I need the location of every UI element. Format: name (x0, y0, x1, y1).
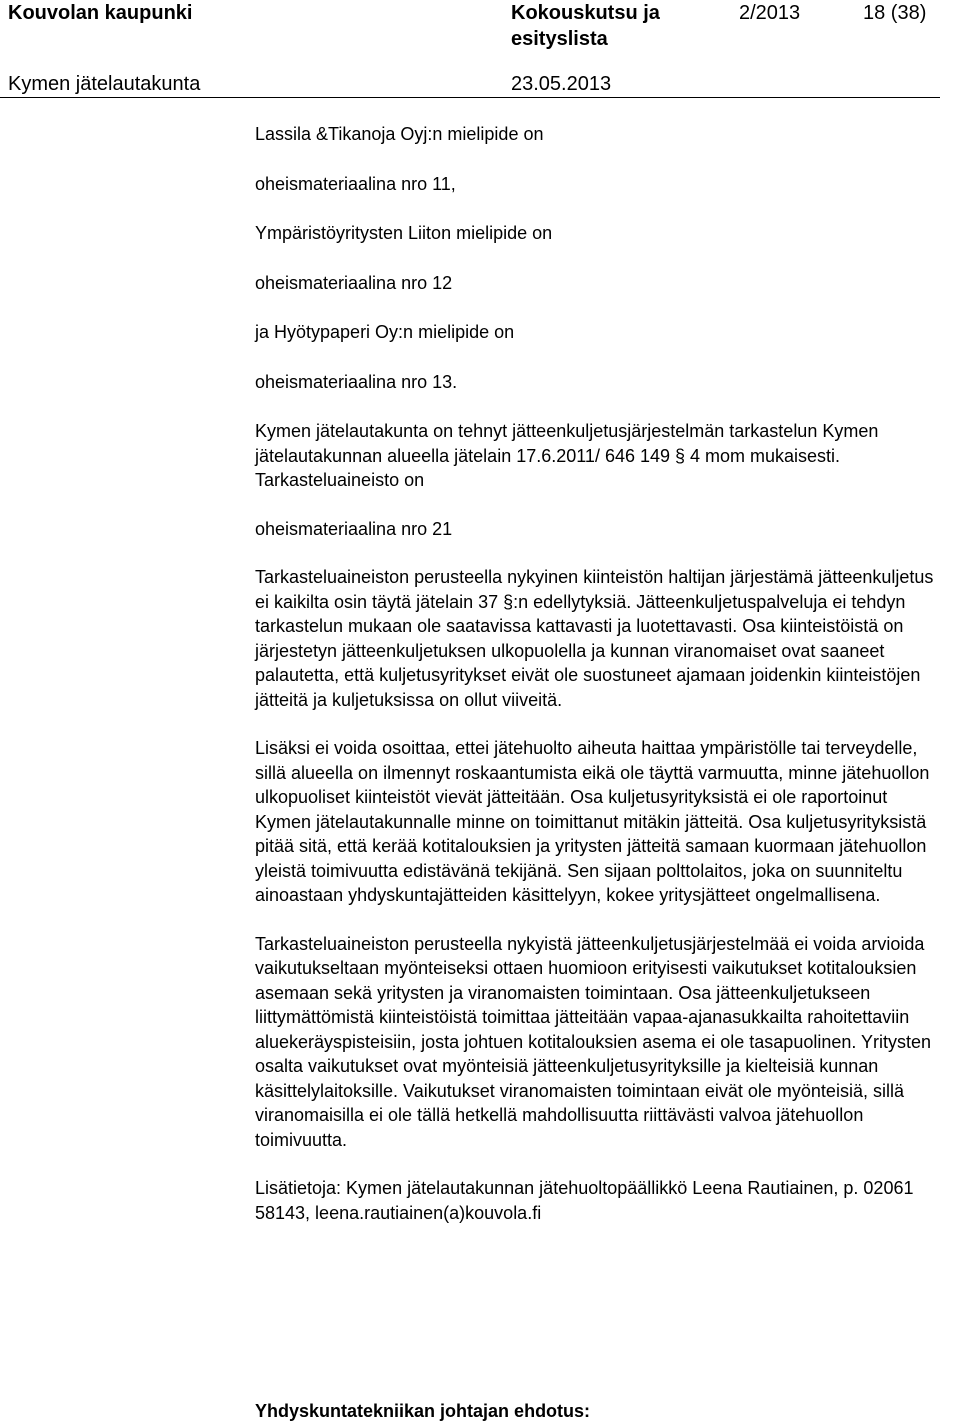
header-document-type: Kokouskutsu ja esityslista (511, 2, 660, 50)
header-page-number: 18 (38) (863, 2, 927, 24)
document-body (255, 122, 935, 1249)
opinion-line-lassila: Lassila &Tikanoja Oyj:n mielipide on (255, 124, 544, 144)
opinion-line-ymparistoyritysten: Ympäristöyritysten Liiton mielipide on (255, 223, 553, 243)
header-organization: Kouvolan kaupunki (8, 2, 193, 24)
attachment-line-12: oheismateriaalina nro 12 (255, 272, 453, 293)
header-meeting-number: 2/2013 (739, 2, 801, 24)
contact-paragraph: Lisätietoja: Kymen jätelautakunnan jätehuoltopäällikkö Leena Rautiainen, p. 02061 58143, leena.rautiainen(a)kouvola.fi (255, 1178, 914, 1223)
header-body-name: Kymen jätelautakunta (8, 73, 201, 95)
attachment-line-21: oheismateriaalina nro 21 (255, 518, 453, 539)
proposal-heading: Yhdyskuntatekniikan johtajan ehdotus: (255, 1401, 591, 1421)
opinion-line-hyotypaperi: ja Hyötypaperi Oy:n mielipide on (255, 322, 515, 342)
header-divider (0, 97, 940, 98)
document-header (0, 0, 960, 98)
attachment-line-11: oheismateriaalina nro 11, (255, 173, 456, 194)
environment-paragraph: Lisäksi ei voida osoittaa, ettei jätehuolto aiheuta haittaa ympäristölle tai terveydelle, sillä alueella on ilmennyt roskaantumista eikä ole täyttä varmuutta, minne jätehuollon ulkopuoliset kiinteistöt vievät jätteitään. Osa kuljetusyrityksistä ei ole raportoinut Kymen jätelautakunnalle minne on toimittanut mitäkin jätteitä. Osa kuljetusyrityksistä pitää sitä, että kerää kotitalouksien ja yritysten jätteitä samaan kuormaan jätehuollon yleistä toimivuutta edistävänä tekijänä. Sen sijaan polttolaitos, joka on suunniteltu ainoastaan yhdyskuntajätteiden käsittelyyn, kokee yritysjätteet ongelmallisena. (255, 738, 930, 905)
assessment-paragraph: Tarkasteluaineiston perusteella nykyistä jätteenkuljetusjärjestelmää ei voida arvioida vaikutukseltaan myönteiseksi ottaen huomioon erityisesti vaikutukset kotitalouksien asemaan sekä yritysten ja viranomaisten toimintaan. Osa jätteenkuljetukseen liittymättömistä kiinteistöistä toimittaa jätteitään vapaa-ajanasukkailta rahoitettaviin aluekeräyspisteisiin, josta johtuen kotitalouksien asema ei ole tasapuolinen. Yritysten osalta vaikutukset ovat myönteisiä jätteenkuljetusyrityksille ja kielteisiä kunnan käsittelylaitoksille. Vaikutukset viranomaisten toimintaan eivät ole myönteisiä, sillä viranomaisilla ei ole tällä hetkellä mahdollisuutta riittävästi valvoa jätehuollon toimivuutta. (255, 933, 932, 1150)
review-paragraph: Kymen jätelautakunta on tehnyt jätteenkuljetusjärjestelmän tarkastelun Kymen jätelautakunnan alueella jätelain 17.6.2011/ 646 149 § 4 mom mukaisesti. Tarkasteluaineisto on (255, 421, 879, 490)
attachment-line-13: oheismateriaalina nro 13. (255, 371, 458, 392)
findings-paragraph: Tarkasteluaineiston perusteella nykyinen kiinteistön haltijan järjestämä jätteenkuljetus ei kaikilta osin täytä jätelain 37 §:n edellytyksiä. Jätteenkuljetuspalveluja ei tehdyn tarkastelun mukaan ole saatavissa kattavasti ja luotettavasti. Osa kiinteistöistä on järjestetyn jätteenkuljetuksen ulkopuolella ja kunnan viranomaiset ovat saaneet palautetta, että kuljetusyritykset eivät ole suostuneet ajamaan joidenkin kiinteistöjen jätteitä ja kuljetuksissa on ollut viiveitä. (255, 567, 934, 710)
header-meeting-date: 23.05.2013 (511, 73, 612, 95)
